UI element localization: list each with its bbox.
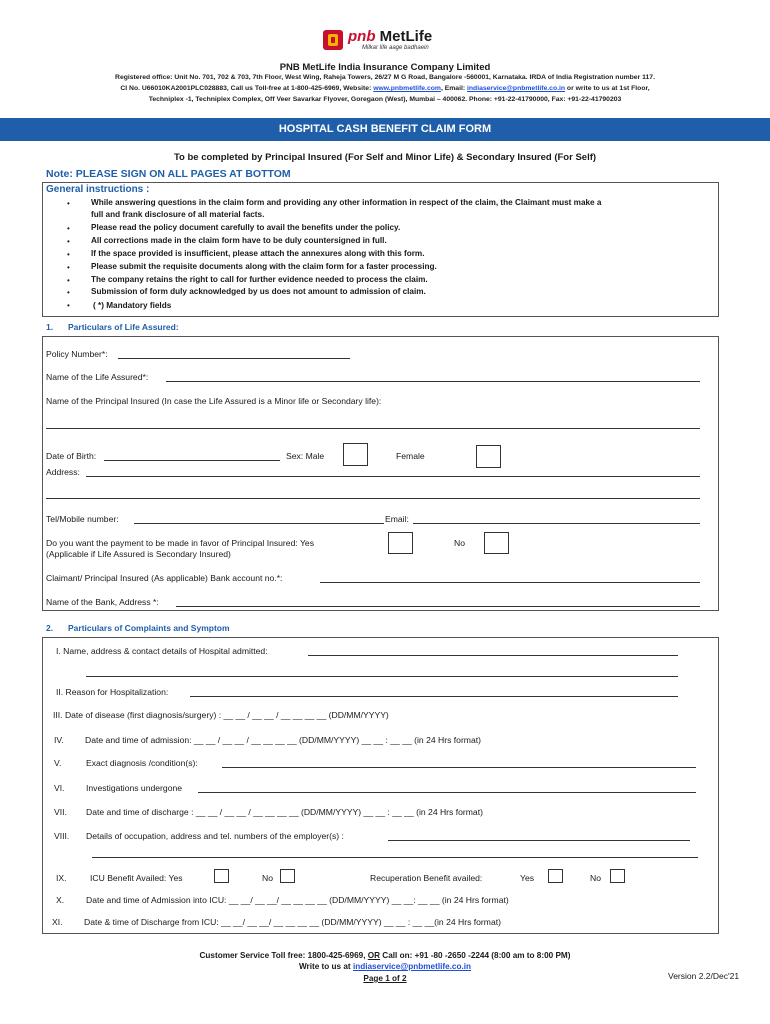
address-field-1[interactable]: [86, 476, 700, 477]
date-disease-label: III. Date of disease (first diagnosis/surgery) : __ __ / __ __ / __ __ __ __ (DD/MM/YYYY): [53, 710, 389, 720]
employer-label: Details of occupation, address and tel. numbers of the employer(s) :: [86, 831, 344, 841]
bank-name-label: Name of the Bank, Address *:: [46, 597, 159, 607]
logo-tagline: Milkar life aage badhaein: [362, 45, 429, 51]
section2-number: 2.: [46, 623, 54, 633]
reason-field[interactable]: [190, 696, 678, 697]
q10-number: X.: [56, 895, 65, 905]
recuperation-yes-checkbox[interactable]: [548, 869, 563, 883]
q9-number: IX.: [56, 873, 67, 883]
address-line: Techniplex -1, Techniplex Complex, Off Veer Savarkar Flyover, Goregaon (West), Mumbai – 400062. Phone: +91-22-41790000, Fax: +91-22-41790203: [148, 96, 622, 103]
bank-account-field[interactable]: [320, 582, 700, 583]
page-number: Page 1 of 2: [363, 974, 407, 983]
icu-benefit-label: ICU Benefit Availed: Yes: [90, 873, 183, 883]
recuperation-no-checkbox[interactable]: [610, 869, 625, 883]
footer-email-link[interactable]: indiaservice@pnbmetlife.co.in: [352, 962, 472, 971]
female-checkbox[interactable]: [476, 445, 501, 468]
hospital-field-1[interactable]: [308, 655, 678, 656]
icu-no-label: No: [262, 873, 273, 883]
icu-no-checkbox[interactable]: [280, 869, 295, 883]
discharge-datetime-label: Date and time of discharge : __ __ / __ __ / __ __ __ __ (DD/MM/YYYY) __ __ : __ __ (in 24 Hrs format): [86, 807, 483, 817]
hospital-label: I. Name, address & contact details of Hospital admitted:: [56, 646, 268, 656]
icu-admission-label: Date and time of Admission into ICU: __ __/ __ __/ __ __ __ __ (DD/MM/YYYY) __ __: __ __ (in 24 Hrs format): [86, 895, 509, 905]
icu-yes-checkbox[interactable]: [214, 869, 229, 883]
employer-field-1[interactable]: [388, 840, 690, 841]
footer-write: Write to us at indiaservice@pnbmetlife.co.in: [298, 962, 472, 971]
logo-wordmark: pnb MetLife: [348, 28, 433, 45]
instructions-title: General instructions :: [46, 184, 150, 195]
list-item: The company retains the right to call for further evidence needed to process the claim.: [91, 275, 428, 284]
section1-title: Particulars of Life Assured:: [68, 322, 179, 332]
email-label: Email:: [385, 514, 409, 524]
pnb-metlife-logo: [322, 28, 467, 56]
sex-male-label: Sex: Male: [286, 451, 325, 461]
icu-discharge-label: Date & time of Discharge from ICU: __ __/ __ __/ __ __ __ __ (DD/MM/YYYY) __ __ : __ __(in 24 Hrs format): [84, 917, 501, 927]
email-field[interactable]: [413, 523, 700, 524]
registered-office-line: Registered office: Unit No. 701, 702 & 703, 7th Floor, West Wing, Raheja Towers, 26/27 M G Road, Bangalore -560001, Karnataka. IRDA of India Registration number 117.: [115, 74, 655, 81]
q11-number: XI.: [52, 917, 63, 927]
bank-account-label: Claimant/ Principal Insured (As applicable) Bank account no.*:: [46, 573, 283, 583]
recuperation-label: Recuperation Benefit availed:: [370, 873, 483, 883]
recuperation-no-label: No: [590, 873, 601, 883]
payment-note: (Applicable if Life Assured is Secondary Insured): [46, 549, 231, 559]
q4-number: IV.: [54, 735, 64, 745]
admission-datetime-label: Date and time of admission: __ __ / __ __ / __ __ __ __ (DD/MM/YYYY) __ __ : __ __ (in 24 Hrs format): [85, 735, 481, 745]
list-item: While answering questions in the claim form and providing any other information in respect of the claim, the Claimant must make a: [91, 198, 602, 207]
payment-yes-checkbox[interactable]: [388, 532, 413, 554]
q5-number: V.: [54, 758, 62, 768]
recuperation-yes-label: Yes: [520, 873, 535, 883]
principal-insured-label: Name of the Principal Insured (In case the Life Assured is a Minor life or Secondary life):: [46, 396, 382, 406]
reason-label: II. Reason for Hospitalization:: [56, 687, 169, 697]
life-assured-label: Name of the Life Assured*:: [46, 372, 149, 382]
list-item: ( *) Mandatory fields: [93, 301, 172, 310]
contact-line: CI No. U66010KA2001PLC028883, Call us Toll-free at 1-800-425-6969, Website: www.pnbmetlife.com, Email: indiaservice@pnbmetlife.co.in or write to us at 1st Floor,: [120, 85, 650, 92]
sign-note: Note: PLEASE SIGN ON ALL PAGES AT BOTTOM: [46, 168, 291, 180]
investigations-field[interactable]: [198, 792, 696, 793]
male-checkbox[interactable]: [343, 443, 368, 466]
hospital-field-2[interactable]: [86, 676, 678, 677]
address-label: Address:: [46, 467, 80, 477]
bank-name-field[interactable]: [176, 606, 700, 607]
q7-number: VII.: [54, 807, 67, 817]
list-item: If the space provided is insufficient, please attach the annexures along with this form.: [91, 249, 425, 258]
list-item: Please submit the requisite documents along with the claim form for a faster processing.: [91, 262, 437, 271]
q8-number: VIII.: [54, 831, 70, 841]
investigations-label: Investigations undergone: [86, 783, 183, 793]
footer-contact: Customer Service Toll free: 1800-425-6969, OR Call on: +91 -80 -2650 -2244 (8:00 am to 8:00 PM): [199, 951, 571, 960]
payment-no-label: No: [454, 538, 465, 548]
tel-field[interactable]: [134, 523, 384, 524]
tel-label: Tel/Mobile number:: [46, 514, 119, 524]
female-label: Female: [396, 451, 425, 461]
dob-label: Date of Birth:: [46, 451, 97, 461]
life-assured-field[interactable]: [166, 381, 700, 382]
diagnosis-label: Exact diagnosis /condition(s):: [86, 758, 198, 768]
list-item: All corrections made in the claim form have to be duly countersigned in full.: [91, 236, 387, 245]
form-title: HOSPITAL CASH BENEFIT CLAIM FORM: [0, 118, 770, 141]
policy-number-label: Policy Number*:: [46, 349, 108, 359]
list-item: full and frank disclosure of all material facts.: [91, 210, 265, 219]
list-item: Submission of form duly acknowledged by us does not amount to admission of claim.: [91, 287, 426, 296]
company-name: PNB MetLife India Insurance Company Limited: [279, 62, 491, 73]
section1-number: 1.: [46, 322, 54, 332]
address-field-2[interactable]: [46, 498, 700, 499]
policy-number-field[interactable]: [118, 358, 350, 359]
email-link[interactable]: indiaservice@pnbmetlife.co.in: [467, 85, 566, 92]
diagnosis-field[interactable]: [222, 767, 696, 768]
website-link[interactable]: www.pnbmetlife.com: [373, 85, 441, 92]
section2-title: Particulars of Complaints and Symptom: [68, 623, 230, 633]
payment-question: Do you want the payment to be made in favor of Principal Insured: Yes: [46, 538, 314, 548]
dob-field[interactable]: [104, 460, 280, 461]
principal-insured-field[interactable]: [46, 428, 700, 429]
version-label: Version 2.2/Dec'21: [668, 971, 740, 981]
employer-field-2[interactable]: [92, 857, 698, 858]
payment-no-checkbox[interactable]: [484, 532, 509, 554]
logo-emblem-icon: [322, 29, 344, 51]
q6-number: VI.: [54, 783, 65, 793]
list-item: Please read the policy document carefully to avail the benefits under the policy.: [91, 223, 401, 232]
form-subtitle: To be completed by Principal Insured (For Self and Minor Life) & Secondary Insured (For Self): [173, 152, 597, 163]
